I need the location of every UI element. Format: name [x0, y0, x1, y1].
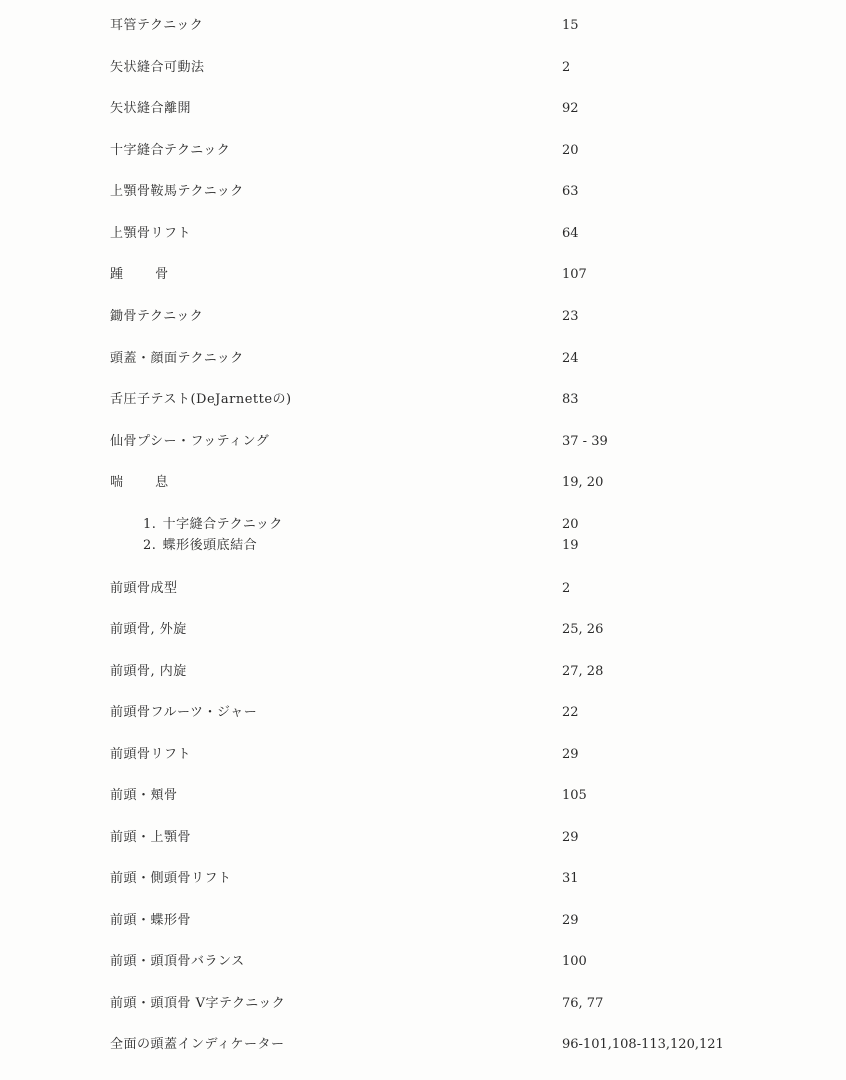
- index-term: 踵 骨: [110, 267, 183, 282]
- index-entry: [0, 263, 846, 287]
- index-term: 矢状縫合離開: [110, 101, 192, 116]
- index-term: 舌圧子テスト(DeJarnetteの): [110, 392, 292, 407]
- index-entry: [0, 97, 846, 121]
- index-term: 仙骨プシー・フッティング: [110, 434, 270, 449]
- index-entry: [0, 950, 846, 974]
- index-term: 前頭・側頭骨リフト: [110, 871, 232, 886]
- subentry-number: 2.: [143, 538, 157, 553]
- index-pages: 20: [562, 517, 579, 532]
- index-term: 鋤骨テクニック: [110, 309, 204, 324]
- index-entry: [0, 14, 846, 38]
- index-term: 十字縫合テクニック: [110, 143, 231, 158]
- index-entry: [0, 618, 846, 642]
- index-term: 前頭骨, 内旋: [110, 664, 187, 679]
- index-term: 喘 息: [110, 475, 183, 490]
- index-entry: [0, 305, 846, 329]
- index-entry: [0, 139, 846, 163]
- index-term: 前頭・頬骨: [110, 788, 178, 803]
- index-pages: 83: [562, 392, 579, 407]
- index-term: 耳管テクニック: [110, 18, 204, 33]
- index-pages: 22: [562, 705, 579, 720]
- index-term: 頭蓋・顔面テクニック: [110, 351, 244, 366]
- index-entry: [0, 701, 846, 725]
- index-entry: [0, 471, 846, 495]
- index-pages: 2: [562, 581, 571, 596]
- subentry-number: 1.: [143, 517, 157, 532]
- index-term: 前頭・頭頂骨 V字テクニック: [110, 996, 286, 1011]
- index-entry: [0, 430, 846, 454]
- index-pages: 23: [562, 309, 579, 324]
- index-entry: [0, 1033, 846, 1057]
- index-entry: [0, 909, 846, 933]
- index-pages: 37 - 39: [562, 434, 608, 449]
- index-pages: 64: [562, 226, 579, 241]
- index-term: 矢状縫合可動法: [110, 60, 205, 75]
- subentry-label: 蝶形後頭底結合: [162, 538, 258, 553]
- index-pages: 19, 20: [562, 475, 604, 490]
- index-term: 前頭骨, 外旋: [110, 622, 187, 637]
- index-pages: 107: [562, 267, 587, 282]
- index-term: 前頭・頭頂骨バランス: [110, 954, 245, 969]
- index-term: 上顎骨鞍馬テクニック: [110, 184, 244, 199]
- index-term: 前頭骨成型: [110, 581, 178, 596]
- index-pages: 15: [562, 18, 579, 33]
- index-term: 前頭・上顎骨: [110, 830, 192, 845]
- index-subterm: [143, 534, 257, 558]
- index-pages: 100: [562, 954, 587, 969]
- index-pages: 25, 26: [562, 622, 604, 637]
- index-pages: 29: [562, 913, 579, 928]
- index-entry: [0, 743, 846, 767]
- index-term: 前頭・蝶形骨: [110, 913, 192, 928]
- index-term: 上顎骨リフト: [110, 226, 192, 241]
- index-term: 全面の頭蓋インディケーター: [110, 1037, 285, 1052]
- index-pages: 31: [562, 871, 579, 886]
- index-entry: [0, 660, 846, 684]
- index-pages: 92: [562, 101, 579, 116]
- index-entry: [0, 867, 846, 891]
- index-pages: 2: [562, 60, 571, 75]
- index-pages: 105: [562, 788, 587, 803]
- index-pages: 19: [562, 538, 579, 553]
- index-pages: 29: [562, 747, 579, 762]
- index-pages: 20: [562, 143, 579, 158]
- index-term: 前頭骨リフト: [110, 747, 192, 762]
- index-pages: 24: [562, 351, 579, 366]
- index-pages: 96-101,108-113,120,121: [562, 1037, 724, 1052]
- index-entry: [0, 56, 846, 80]
- index-entry: [0, 784, 846, 808]
- index-entry: [0, 180, 846, 204]
- index-subentry: [0, 534, 846, 558]
- index-entry: [0, 992, 846, 1016]
- subentry-label: 十字縫合テクニック: [162, 517, 283, 532]
- index-term: 前頭骨フルーツ・ジャー: [110, 705, 258, 720]
- index-entry: [0, 577, 846, 601]
- index-pages: 63: [562, 184, 579, 199]
- index-pages: 27, 28: [562, 664, 604, 679]
- index-pages: 29: [562, 830, 579, 845]
- index-pages: 76, 77: [562, 996, 604, 1011]
- index-entry: [0, 222, 846, 246]
- index-entry: [0, 347, 846, 371]
- index-entry: [0, 826, 846, 850]
- index-entry: [0, 388, 846, 412]
